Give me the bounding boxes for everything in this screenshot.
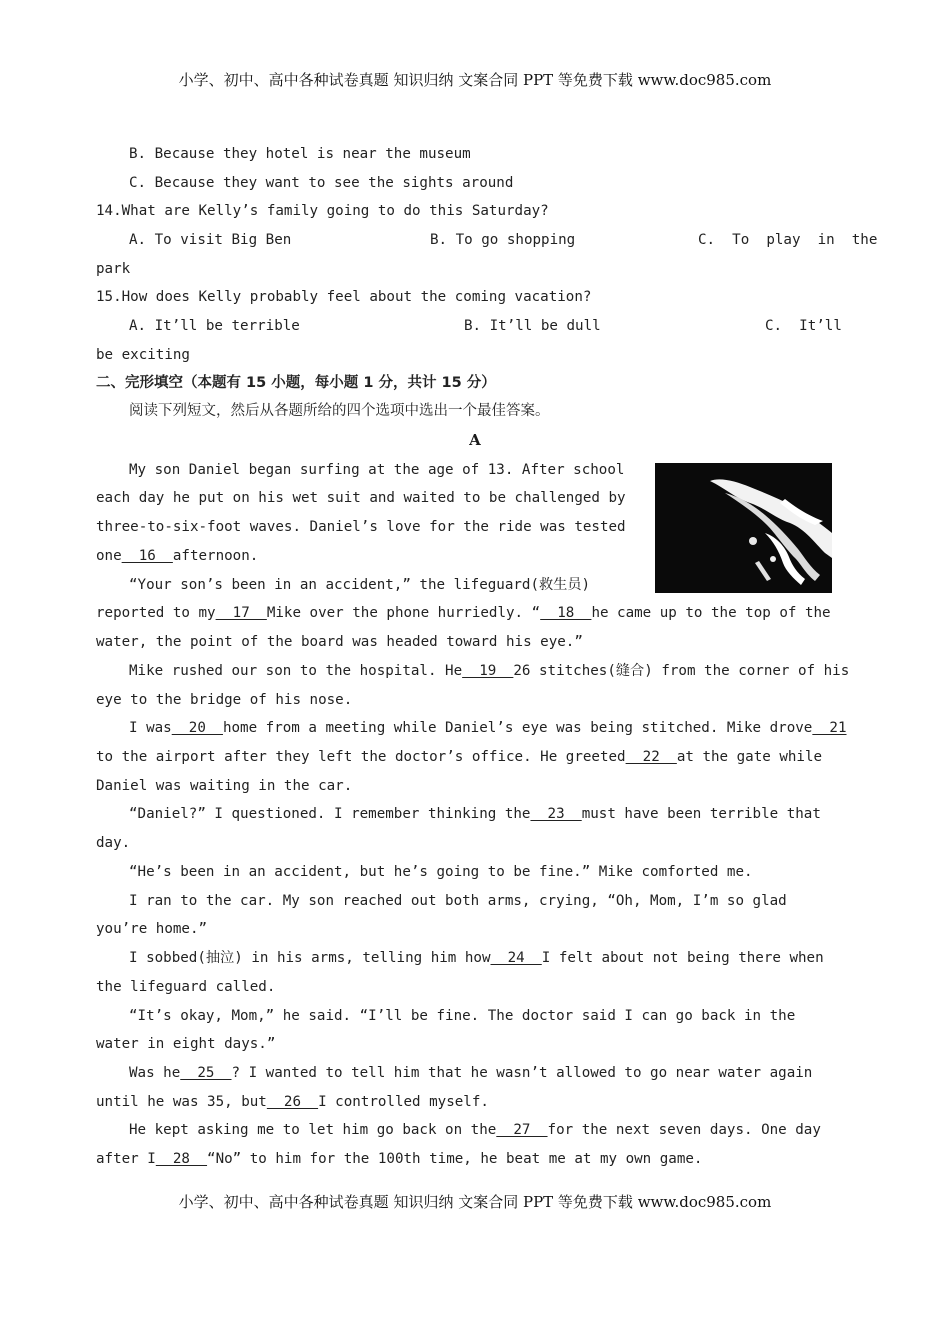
q15-stem: 15.How does Kelly probably feel about the coming vacation?	[96, 289, 592, 305]
text-fragment: He kept asking me to let him go back on the	[129, 1122, 497, 1138]
blank-24: 24	[490, 950, 542, 966]
blank-23: 23	[530, 806, 582, 822]
passage-line-7: water, the point of the board was headed toward his eye.”	[96, 634, 583, 650]
passage-line-10	[129, 719, 847, 737]
text-fragment: Was he	[129, 1065, 181, 1081]
blank-28: 28	[155, 1151, 208, 1167]
text-fragment: must have been terrible that	[581, 806, 821, 822]
q14-option-c-cont: park	[96, 261, 131, 277]
blank-25: 25	[180, 1065, 232, 1081]
passage-line-6	[96, 604, 831, 622]
blank-19: 19	[462, 663, 514, 679]
passage-line-16: I ran to the car. My son reached out both arms, crying, “Oh, Mom, I’m so glad	[129, 893, 787, 909]
text-fragment: ? I wanted to tell him that he wasn’t allowed to go near water again	[231, 1065, 813, 1081]
text-fragment: for the next seven days. One day	[547, 1122, 821, 1138]
text-fragment: Mike over the phone hurriedly. “	[266, 605, 541, 621]
surfer-wave-photo	[655, 463, 832, 593]
page-footer: 小学、初中、高中各种试卷真题 知识归纳 文案合同 PPT 等免费下载 www.doc985.com	[178, 1193, 772, 1211]
text-fragment: until he was 35, but	[96, 1094, 267, 1110]
passage-line-25	[96, 1150, 702, 1168]
q13-option-b: B. Because they hotel is near the museum	[129, 146, 471, 162]
blank-20: 20	[171, 720, 223, 736]
q14-option-c: C. To play in the	[698, 232, 878, 248]
q15-option-c-cont: be exciting	[96, 347, 190, 363]
passage-line-12: Daniel was waiting in the car.	[96, 778, 353, 794]
page-header: 小学、初中、高中各种试卷真题 知识归纳 文案合同 PPT 等免费下载 www.doc985.com	[178, 71, 772, 89]
text-fragment: to the airport after they left the doctor’s office. He greeted	[96, 749, 626, 765]
q14-stem: 14.What are Kelly’s family going to do this Saturday?	[96, 203, 549, 219]
blank-21: 21	[812, 720, 847, 736]
q15-option-c: C. It’ll	[765, 318, 842, 334]
text-fragment: I sobbed(抽泣) in his arms, telling him how	[129, 950, 491, 966]
text-fragment: I was	[129, 720, 172, 736]
text-fragment: home from a meeting while Daniel’s eye was being stitched. Mike drove	[222, 720, 813, 736]
text-fragment: one	[96, 548, 122, 564]
blank-27: 27	[496, 1122, 548, 1138]
text-fragment: 26 stitches(缝合) from the corner of his	[513, 663, 850, 679]
passage-line-1: My son Daniel began surfing at the age of 13. After school	[129, 462, 625, 478]
passage-line-4	[96, 547, 258, 565]
passage-line-2: each day he put on his wet suit and waited to be challenged by	[96, 490, 626, 506]
passage-line-21: water in eight days.”	[96, 1036, 276, 1052]
passage-line-14: day.	[96, 835, 131, 851]
blank-18: 18	[540, 605, 592, 621]
blank-16: 16	[121, 548, 173, 564]
passage-line-23	[96, 1093, 489, 1111]
section-title: 二、完形填空（本题有 15 小题，每小题 1 分，共计 15 分）	[96, 375, 496, 391]
passage-label: A	[469, 431, 481, 449]
passage-line-17: you’re home.”	[96, 921, 208, 937]
q15-option-b: B. It’ll be dull	[464, 318, 601, 334]
q13-option-c: C. Because they want to see the sights around	[129, 175, 514, 191]
passage-line-11	[96, 748, 822, 766]
q14-option-b: B. To go shopping	[430, 232, 576, 248]
text-fragment: he came up to the top of the	[591, 605, 831, 621]
passage-line-18	[129, 949, 824, 967]
q14-option-a: A. To visit Big Ben	[129, 232, 292, 248]
text-fragment: I felt about not being there when	[541, 950, 824, 966]
passage-line-19: the lifeguard called.	[96, 979, 276, 995]
passage-line-5: “Your son’s been in an accident,” the lifeguard(救生员)	[129, 577, 591, 593]
text-fragment: Mike rushed our son to the hospital. He	[129, 663, 463, 679]
passage-line-8	[129, 662, 849, 680]
blank-22: 22	[625, 749, 677, 765]
text-fragment: afternoon.	[172, 548, 259, 564]
q15-option-a: A. It’ll be terrible	[129, 318, 300, 334]
text-fragment: “No” to him for the 100th time, he beat me at my own game.	[207, 1151, 703, 1167]
section-instruction: 阅读下列短文，然后从各题所给的四个选项中选出一个最佳答案。	[129, 403, 550, 419]
text-fragment: “Daniel?” I questioned. I remember thinking the	[129, 806, 531, 822]
text-fragment: I controlled myself.	[318, 1094, 489, 1110]
passage-line-15: “He’s been in an accident, but he’s going to be fine.” Mike comforted me.	[129, 864, 753, 880]
blank-17: 17	[215, 605, 267, 621]
passage-line-13	[129, 805, 821, 823]
text-fragment: after I	[96, 1151, 156, 1167]
passage-line-22	[129, 1064, 812, 1082]
passage-line-3: three-to-six-foot waves. Daniel’s love for the ride was tested	[96, 519, 626, 535]
blank-26: 26	[266, 1094, 319, 1110]
passage-line-9: eye to the bridge of his nose.	[96, 692, 353, 708]
text-fragment: at the gate while	[676, 749, 823, 765]
text-fragment: reported to my	[96, 605, 216, 621]
passage-line-24	[129, 1121, 821, 1139]
passage-line-20: “It’s okay, Mom,” he said. “I’ll be fine. The doctor said I can go back in the	[129, 1008, 796, 1024]
